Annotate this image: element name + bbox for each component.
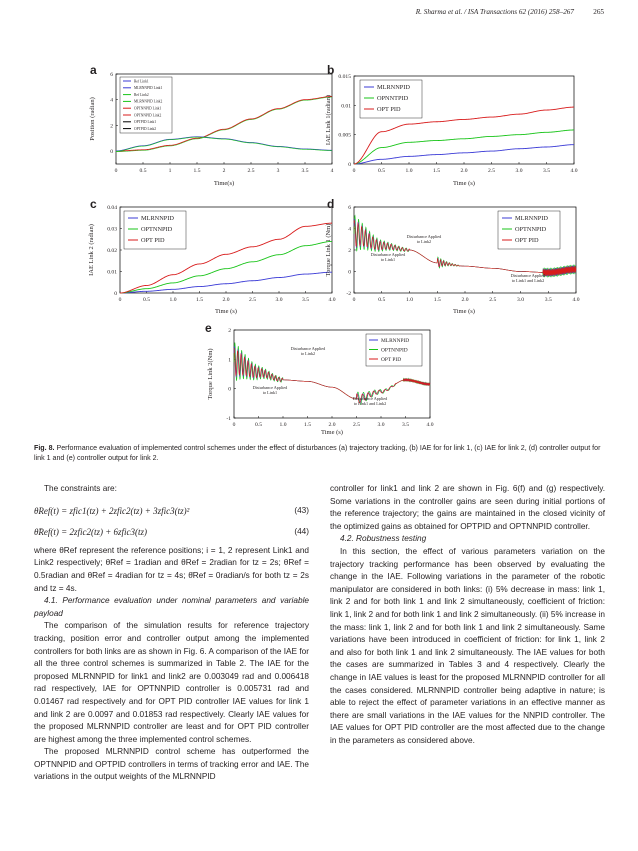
equation-43-number: (43): [294, 505, 309, 515]
equation-44-body: θ̈Ref(t) = 2zfic2(tz) + 6zfic3(tz): [34, 527, 148, 538]
y-tick-label: 0.04: [107, 205, 117, 211]
panel-a-legend: [120, 77, 172, 133]
panel-e-annot-2a: Disturbance Applied: [252, 385, 288, 390]
legend-entry: MLRNNPID: [381, 337, 410, 344]
panel-a-ylabel: Position (radian): [89, 97, 96, 141]
y-tick-label: 0: [110, 149, 113, 156]
y-tick-label: 4: [110, 97, 113, 104]
x-tick-label: 1.5: [193, 168, 201, 174]
legend-entry: OPT PID: [377, 106, 401, 114]
equation-44: [34, 526, 309, 539]
y-tick-label: -1: [226, 416, 231, 422]
y-tick-label: 6: [348, 205, 351, 211]
y-tick-label: 0.015: [338, 74, 351, 80]
y-tick-label: 2: [228, 328, 231, 334]
x-tick-label: 3.0: [515, 168, 523, 174]
x-tick-label: 2: [222, 168, 226, 174]
legend-entry: OPTNNPID: [381, 347, 408, 354]
legend-entry: OPT PID: [381, 356, 402, 363]
panel-e-ylabel: Torque Link 2(Nm): [207, 348, 214, 400]
x-tick-label: 3.5: [302, 297, 309, 303]
caption-label: Fig. 8.: [34, 444, 55, 452]
series-mlrnnpid: [354, 145, 574, 164]
x-tick-label: 1.5: [196, 297, 203, 303]
y-tick-label: 0.03: [107, 226, 117, 233]
legend-entry: OPTNNPID: [141, 226, 173, 234]
x-tick-label: 0: [352, 297, 356, 303]
legend-entry: OPTPID Link1: [134, 120, 157, 125]
panel-e-letter: e: [205, 321, 212, 335]
x-tick-label: 1.0: [405, 168, 413, 174]
x-tick-label: 3.5: [402, 422, 409, 428]
panel-c: [82, 195, 342, 317]
panel-d-ylabel: Torque Link 1 (Nm): [325, 223, 332, 277]
panel-a-letter: a: [90, 63, 97, 77]
legend-entry: MLRNNPID: [515, 215, 548, 223]
panel-d-annot-1b: to Link2: [416, 239, 432, 244]
panel-b-xlabel: Time (s): [453, 180, 475, 187]
legend-entry: OPTNNPID Link1: [134, 106, 162, 111]
panel-b-letter: b: [327, 63, 335, 77]
panel-d-annot-1a: Disturbance Applied: [406, 234, 442, 239]
x-tick-label: 3.5: [543, 168, 550, 174]
x-tick-label: 0: [118, 297, 122, 303]
x-tick-label: 4.0: [572, 297, 580, 303]
y-tick-label: 1: [228, 357, 231, 364]
x-tick-label: 2.5: [247, 168, 255, 174]
x-tick-label: 1.5: [433, 168, 440, 174]
panel-e-legend: [366, 334, 422, 366]
x-tick-label: 2.5: [249, 297, 256, 303]
panel-d: [320, 195, 590, 317]
panel-e-annot-3a: Disturbance Applied: [352, 396, 388, 401]
panel-d-legend: [498, 211, 560, 249]
panel-e-annot-2b: to Link1: [262, 390, 278, 395]
legend-entry: OPT PID: [141, 237, 165, 245]
x-tick-label: 4.0: [328, 297, 336, 303]
x-tick-label: 3.0: [377, 422, 385, 428]
series-mlrnnpid: [120, 272, 332, 293]
x-tick-label: 1: [168, 168, 172, 174]
equation-43-body: θ̇Ref(t) = zfic1(tz) + 2zfic2(tz) + 3zfic3(tz)²: [34, 505, 190, 516]
panel-d-annot-2b: to Link1: [380, 257, 396, 262]
panel-a: [82, 60, 342, 190]
x-tick-label: 2.5: [488, 168, 495, 174]
panel-b-ylabel: IAE Link 1(radian): [325, 94, 332, 146]
x-tick-label: 1.0: [279, 422, 287, 428]
controller-gains-paragraph: controller for link1 and link 2 are shown in Fig. 6(f) and (g) respectively. Some variations in the controller gains are seen during initial portions of the reference trajectory; the gains are maintained in the closed vicinity of the optimized gains as obtained for OPTPID and OPTNNPID controller.: [330, 484, 605, 531]
y-tick-label: 0: [348, 269, 351, 276]
figure-caption: [34, 443, 604, 463]
x-tick-label: 1.0: [169, 297, 177, 303]
x-tick-label: 3.0: [275, 297, 283, 303]
x-tick-label: 2.5: [489, 297, 497, 303]
x-tick-label: 3.0: [517, 297, 524, 303]
legend-entry: OPTNNPID Link2: [134, 113, 162, 118]
panel-a-xlabel: Time(s): [213, 180, 235, 187]
legend-entry: MLRNNPID Link2: [134, 99, 163, 104]
legend-entry: MLRNNPID: [377, 84, 410, 92]
panel-c-letter: c: [90, 197, 97, 211]
series-mlrnnpid-link1: [116, 137, 332, 151]
panel-d-annot-2a: Disturbance Applied: [370, 252, 406, 257]
legend-entry: Ref Link1: [134, 79, 149, 84]
x-tick-label: 3.5: [301, 168, 309, 174]
x-tick-label: 1.5: [433, 297, 441, 303]
legend-entry: OPNNTPID: [377, 95, 409, 103]
x-tick-label: 2.5: [353, 422, 360, 428]
panel-d-xlabel: Time (s): [453, 308, 475, 315]
y-tick-label: 0: [114, 291, 117, 297]
constraints-intro: The constraints are:: [44, 484, 117, 493]
x-tick-label: 0.5: [143, 297, 150, 303]
x-tick-label: 0: [352, 168, 356, 174]
legend-entry: OPTPID Link2: [134, 126, 157, 131]
legend-entry: OPTNNPID: [515, 226, 547, 234]
running-header: [0, 8, 638, 22]
proposed-scheme-paragraph: The proposed MLRNNPID control scheme has outperformed the OPTNNPID and OPTPID controllers in terms of tracking error and IAE. The variations in the output weights of the MLRNNPID: [34, 747, 309, 782]
x-tick-label: 4.0: [426, 422, 434, 428]
panel-e-annot-1b: to Link2: [300, 351, 316, 356]
x-tick-label: 0.5: [378, 168, 385, 174]
x-tick-label: 0.5: [378, 297, 386, 303]
x-tick-label: 4.0: [570, 168, 578, 174]
caption-text: Performance evaluation of implemented control schemes under the effect of disturbances (a) trajectory tracking, (b) IAE for for link 1, (c) IAE for link 2, (d) controller output for link 1 and (e) controller output for link 2.: [34, 444, 601, 462]
legend-entry: MLRNNPID: [141, 215, 174, 223]
left-column: [34, 483, 309, 784]
x-tick-label: 0.5: [139, 168, 147, 174]
journal-citation: R. Sharma et al. / ISA Transactions 62 (2016) 258–267: [415, 8, 574, 16]
panel-e-xlabel: Time (s): [321, 429, 343, 436]
panel-d-annot-3a: Disturbance Applied: [510, 273, 546, 278]
panel-b: [320, 60, 590, 190]
y-tick-label: 2: [110, 123, 113, 130]
x-tick-label: 0: [232, 422, 236, 428]
equation-43: [34, 505, 309, 518]
robustness-paragraph: In this section, the effect of various parameters variation on the trajectory tracking performance has been observed by evaluating the change in the IAE. Following variations in the parameter of the robotic manipulator are considered in both links: (i) 5% decrease in mass: link 1, link 2 and for both link 1 and link 2 simultaneously, coefficient of friction: link 1, link 2 and for both link 1 and link 2 simultaneously. (ii) 5% increase in the mass: link 1, link 2 and for both link 1 and link 2 simultaneously. Same variations have been introduced in coefficient of friction: for link 1, link 2 and also for both link 1 and link 2 simultaneously. The IAE values for both the cases are summarized in Tables 3 and 4 respectively. Clearly the change in IAE values is least for the proposed MLRNNPID controller for all the cases considered. MLRNNPID controller being adaptive in nature; is able to reject the effect of parameter variations in an effective manner as there are small variations in the IAE values for the NNPID controller. The IAE values for OPT PID controller are the most affected due to the change in the parameters as considered above.: [330, 546, 605, 745]
section-4-1-heading: 4.1. Performance evaluation under nominal parameters and variable payload: [34, 596, 309, 618]
legend-entry: OPT PID: [515, 237, 539, 245]
section-4-2-heading: 4.2. Robustness testing: [340, 534, 427, 544]
panel-e-annot-3b: to Link1 and Link2: [353, 401, 387, 406]
x-tick-label: 1.5: [304, 422, 311, 428]
y-tick-label: 4: [348, 226, 351, 233]
y-tick-label: 0.02: [107, 248, 117, 254]
legend-entry: MLRNNPID Link1: [134, 86, 163, 91]
equation-44-number: (44): [294, 527, 309, 537]
x-tick-label: 4: [330, 168, 334, 174]
panel-c-xlabel: Time (s): [215, 308, 237, 315]
y-tick-label: 0: [348, 162, 351, 168]
x-tick-label: 2.0: [222, 297, 230, 303]
panel-e-annot-1a: Disturbance Applied: [290, 346, 326, 351]
comparison-paragraph: The comparison of the simulation results for reference trajectory tracking, position error and controller output among the implemented controllers for both links are as shown in Fig. 6. A comparison of the IAE for all the three control schemes is summarized in Table 2. The IAE for the proposed MLRNNPID for link1 and link2 are 0.003049 rad and 0.006418 rad respectively, IAE for OPTNNPID controller is 0.005731 rad and 0.01467 rad respectively and for OPT PID controller IAE values for link 1 and link 2 are 0.0097 and 0.01853 rad respectively. Clearly IAE values for the proposed MLRNNPID controller are least and for OPT PID controller are highest among the three implemented control schemes.: [34, 621, 309, 744]
right-column: [330, 483, 605, 747]
x-tick-label: 2.0: [328, 422, 336, 428]
y-tick-label: 0.01: [341, 103, 351, 110]
x-tick-label: 1.0: [406, 297, 413, 303]
panel-c-ylabel: IAE Link 2 (radian): [88, 224, 95, 276]
panel-b-legend: [360, 80, 422, 118]
x-tick-label: 2.0: [461, 297, 469, 303]
panel-e: [204, 320, 444, 438]
x-tick-label: 2.0: [460, 168, 468, 174]
y-tick-label: 0.01: [107, 269, 117, 276]
y-tick-label: 2: [348, 248, 351, 254]
y-tick-label: 6: [110, 72, 113, 78]
x-tick-label: 0.5: [255, 422, 262, 428]
page-number: 265: [593, 8, 604, 16]
y-tick-label: 0.005: [338, 132, 351, 139]
panel-d-annot-3b: to Link1 and Link2: [511, 278, 545, 283]
panel-c-legend: [124, 211, 186, 249]
x-tick-label: 0: [114, 168, 118, 174]
y-tick-label: 0: [228, 386, 231, 393]
x-tick-label: 3.5: [544, 297, 552, 303]
reference-positions-paragraph: where θRef represent the reference positions; i = 1, 2 represent Link1 and Link2 respectively; θRef = 1radian and θRef = 2radian for tz = 2s; θRef = 0.5radian and θRef = 4radian for tz = 4s; θ̇Ref = 0radian/s for both tz = 2s and tz = 4s.: [34, 545, 309, 593]
legend-entry: Ref Link2: [134, 92, 149, 97]
panel-d-letter: d: [327, 197, 335, 211]
x-tick-label: 3: [276, 168, 280, 174]
y-tick-label: -2: [346, 291, 351, 297]
